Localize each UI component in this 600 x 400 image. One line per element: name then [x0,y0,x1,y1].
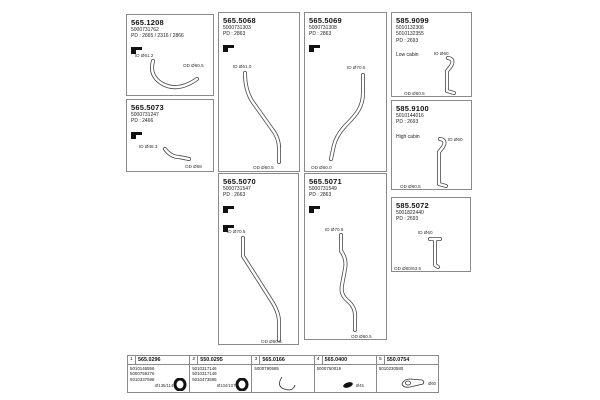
accessory-ref: 5010317149 [192,371,217,377]
part-box-565-5068 [218,12,300,172]
pipe-drawing [127,49,215,95]
accessory-cell-4 [315,356,377,392]
part-box-585-9099 [391,12,472,97]
dim-label: Ø60 [428,381,437,386]
dim-label-bottom: OD Ø60.5 [404,91,425,96]
hook-strap-icon [276,375,296,391]
pipe-drawing [127,135,215,171]
pipe-drawing [219,226,298,344]
part-box-565-5070 [218,173,299,345]
part-number: 585.9099 [396,16,429,25]
part-number: 565.5070 [223,177,256,186]
accessory-cell-3 [252,356,314,392]
ref-number: 5000731308 [309,25,337,31]
pipe-symbol-icon [309,206,321,213]
ref-number: 5000731247 [131,112,159,118]
part-number: 565.5068 [223,16,256,25]
ref-number: 5010144016 [396,113,424,119]
pipe-symbol-icon [309,45,321,52]
dim-label: Ø135/114 [155,383,174,388]
dim-label-top: ID Ø70.5 [347,65,366,70]
dim-label-bottom: OD Ø60.5 [351,334,372,339]
part-number: 585.5072 [396,201,429,210]
part-number: 565.5073 [131,103,164,112]
dim-label-top: ID Ø61.2 [135,53,154,58]
bracket-icon [400,376,426,390]
part-number: 565.1208 [131,18,164,27]
accessory-index: 4 [315,356,323,364]
dim-label-top: ID Ø70.5 [227,229,246,234]
pipe-drawing [305,225,386,339]
accessory-ref: 5000750019 [316,366,342,371]
cabin-note: High cabin [396,133,420,140]
pipe-drawing [305,63,386,171]
accessory-ref: 5010146556 [130,366,155,371]
part-box-585-5072 [391,197,471,272]
accessory-ref: 5010473596 [192,376,217,382]
pd-codes: PD : 2693 [396,119,419,126]
part-box-565-1208 [126,14,214,96]
dim-label-top: ID Ø60 [418,230,433,235]
ref-number: 5000731762 [131,27,159,33]
dim-label-bottom: OD Ø58 [185,164,202,169]
pd-codes: PD : 2665 / 2316 / 2866 [131,33,184,40]
dim-label-bottom: OD Ø60/63.5 [394,266,422,271]
dim-label-bottom: OD Ø60.5 [253,165,274,170]
dim-label-bottom: OD Ø60.0 [311,165,332,170]
accessory-index: 2 [190,356,198,364]
accessory-ref: 5000790585 [254,366,279,371]
part-box-565-5073 [126,99,214,172]
accessory-index: 3 [252,356,260,364]
pipe-drawing [392,50,471,96]
accessory-ref: 5010317146 [192,366,217,371]
accessories-table [127,355,439,393]
dim-label-bottom: OD Ø60.5 [261,339,282,344]
pd-codes: PD : 2863 [309,192,332,199]
dim-label: Ø45 [355,383,364,388]
dim-label-top: ID Ø48.3 [139,144,158,149]
accessory-cell-5 [377,356,438,392]
accessory-part-number: 565.0400 [324,357,348,363]
ref-number: 5001822440 [396,210,424,216]
accessory-part-number: 550.0295 [200,357,223,363]
accessory-ref: 5010230580 [378,366,404,371]
pd-codes: PD : 2693 [396,216,419,223]
dim-label-bottom: OD Ø60.5 [183,63,204,68]
pd-codes: PD : 2693 [396,37,419,44]
gasket-ring-icon [235,378,249,391]
accessory-cell-2 [190,356,252,392]
pipe-drawing [392,227,470,271]
part-number: 565.5069 [309,16,342,25]
accessory-index: 5 [377,356,385,364]
ref-number: 5000731547 [223,186,251,192]
accessory-ref: 5000759276 [130,371,155,377]
part-box-585-9100 [391,100,472,190]
part-number: 585.9100 [396,104,429,113]
gasket-ring-icon [173,378,187,391]
dim-label: Ø104/107 [217,383,236,388]
dim-label-top: ID Ø70.5 [325,227,344,232]
part-box-565-5069 [304,12,387,172]
dim-label-top: ID Ø60 [448,137,463,142]
part-box-565-5071 [304,173,387,340]
accessory-ref: 5010337598 [130,376,155,382]
ref-number: 5000731549 [309,186,337,192]
pd-codes: PD : 2863 [309,31,332,38]
accessory-part-number: 565.0296 [138,357,161,363]
pd-codes: PD : 2863 [223,31,246,38]
pd-codes: PD : 2466 [131,118,154,125]
ref-number: 5010132306 [396,25,424,31]
pipe-drawing [219,63,299,171]
pipe-drawing [392,131,471,189]
ref-number: 5000731303 [223,25,251,31]
part-number: 565.5071 [309,177,342,186]
accessory-part-number: 565.0166 [262,357,285,363]
cabin-note: Low cabin [396,52,419,58]
pd-codes: PD : 2663 [223,192,246,199]
dim-label-top: ID Ø60 [434,51,449,56]
pipe-symbol-icon [223,206,235,213]
pipe-symbol-icon [223,45,235,52]
accessory-index: 1 [128,356,136,364]
accessory-cell-1 [128,356,190,392]
ref-number: 5010132355 [396,31,424,38]
accessory-part-number: 550.0754 [386,357,410,363]
dim-label-bottom: OD Ø60.5 [400,184,421,189]
clamp-icon [342,381,354,389]
dim-label-top: ID Ø61.0 [233,64,252,69]
